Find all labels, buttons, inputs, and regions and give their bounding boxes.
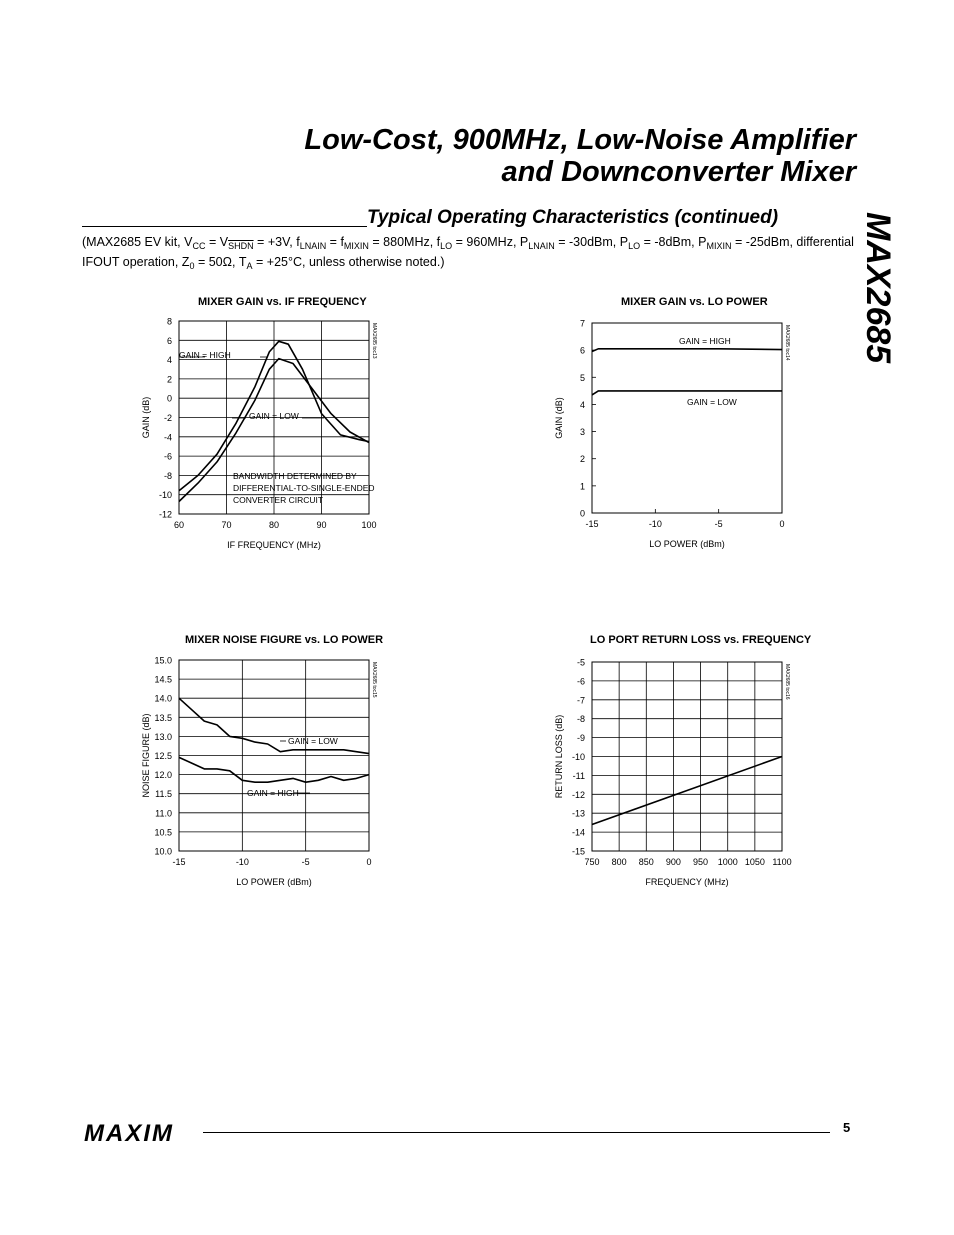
x-tick-label: 100 — [361, 520, 377, 530]
y-tick-label: -10 — [158, 490, 172, 501]
y-tick-label: -8 — [163, 470, 172, 481]
section-title: Typical Operating Characteristics (continued) — [367, 207, 779, 228]
chart-annotation: GAIN = HIGH — [179, 350, 231, 360]
page-title — [304, 124, 856, 188]
y-tick-label: 11.5 — [155, 789, 172, 800]
y-axis-label: GAIN (dB) — [554, 397, 564, 439]
x-tick-label: 1000 — [717, 857, 738, 867]
series-line — [179, 698, 369, 753]
chart-title: MIXER NOISE FIGURE vs. LO POWER — [185, 634, 384, 646]
x-tick-label: 1100 — [772, 857, 792, 867]
y-tick-label: 6 — [166, 335, 172, 346]
y-tick-label: -7 — [576, 695, 585, 706]
y-tick-label: 10.5 — [154, 827, 172, 838]
maxim-logo: MAXIM — [84, 1120, 174, 1147]
x-tick-label: 800 — [611, 857, 627, 867]
x-tick-label: 950 — [693, 857, 709, 867]
y-tick-label: -2 — [163, 413, 172, 423]
y-tick-label: 13.0 — [154, 731, 172, 742]
y-tick-label: 3 — [579, 427, 585, 438]
chart-mixer-gain-vs-if-frequency — [110, 296, 550, 596]
y-tick-label: 15.0 — [154, 655, 172, 666]
chart-lo-return-loss-vs-frequency — [520, 634, 954, 934]
plot-frame — [592, 323, 782, 513]
chart-code-label: MAX2685 toc13 — [371, 323, 377, 359]
y-tick-label: 0 — [166, 393, 172, 404]
y-tick-label: 4 — [166, 355, 172, 366]
chart-code-label: MAX2685 toc16 — [784, 664, 790, 700]
chart-annotation: DIFFERENTIAL-TO-SINGLE-ENDED — [233, 483, 375, 493]
chart-annotation: GAIN = LOW — [249, 411, 299, 421]
chart-svg — [110, 634, 530, 924]
y-tick-label: -5 — [576, 657, 585, 668]
x-axis-label: LO POWER (dBm) — [649, 539, 725, 549]
y-tick-label: -6 — [163, 451, 172, 462]
y-tick-label: -15 — [571, 846, 585, 857]
y-tick-label: 2 — [166, 374, 172, 385]
x-tick-label: 80 — [268, 520, 280, 530]
page-title-line-1: Low-Cost, 900MHz, Low-Noise Amplifier — [304, 124, 856, 156]
x-axis-label: IF FREQUENCY (MHz) — [227, 540, 321, 550]
y-tick-label: 4 — [579, 399, 585, 410]
y-tick-label: -14 — [571, 827, 585, 838]
x-tick-label: 0 — [366, 857, 372, 867]
chart-title: MIXER GAIN vs. IF FREQUENCY — [198, 296, 367, 308]
footer-rule — [203, 1132, 830, 1133]
chart-svg — [520, 296, 940, 586]
y-axis-label: GAIN (dB) — [141, 396, 151, 439]
x-tick-label: -15 — [172, 857, 186, 867]
y-tick-label: 0 — [579, 508, 585, 519]
y-tick-label: 11.0 — [155, 808, 172, 819]
test-conditions: (MAX2685 EV kit, $V_{CC} = V_{SHDN} = +3V$, $f_{LNAIN} = f_{MIXIN} = 880MHz$, $f_{LO} = 960MHz$, $P_{LNAIN} = -30dBm$, $P_{LO} = -8dBm$, $P_{MIXIN} = -25dBm$, differential IFOUT operation, $Z_0 = 50\Omega$, $T_A = +25^\circ C$, unless otherwise noted.) — [82, 235, 854, 271]
y-tick-label: 13.5 — [154, 712, 172, 723]
series-line — [592, 391, 782, 395]
y-tick-label: -8 — [576, 714, 585, 725]
chart-svg — [110, 296, 530, 586]
chart-annotation: BANDWIDTH DETERMINED BY — [233, 471, 357, 481]
x-tick-label: 850 — [638, 857, 654, 867]
side-part-number-text: MAX2685 — [859, 212, 897, 364]
chart-annotation: GAIN = LOW — [288, 736, 338, 746]
chart-svg — [520, 634, 940, 924]
chart-annotation: GAIN = LOW — [687, 397, 737, 407]
y-axis-label: NOISE FIGURE (dB) — [141, 713, 151, 798]
x-tick-label: 0 — [779, 519, 785, 529]
chart-noise-figure-vs-lo-power — [110, 634, 550, 934]
y-tick-label: 5 — [579, 372, 585, 383]
y-tick-label: -4 — [163, 432, 172, 443]
x-tick-label: -15 — [585, 519, 599, 529]
y-tick-label: 10.0 — [154, 846, 172, 857]
section-rule — [82, 226, 367, 227]
y-tick-label: -6 — [576, 676, 585, 687]
x-tick-label: 900 — [665, 857, 681, 867]
page-number: 5 — [843, 1120, 851, 1135]
y-tick-label: 8 — [166, 316, 172, 327]
y-tick-label: 1 — [579, 481, 585, 492]
series-line — [592, 757, 782, 825]
series-line — [592, 349, 782, 352]
x-axis-label: LO POWER (dBm) — [236, 877, 312, 887]
x-tick-label: -10 — [235, 857, 249, 867]
x-tick-label: 1050 — [744, 857, 765, 867]
x-tick-label: 90 — [316, 520, 327, 530]
y-tick-label: 14.0 — [154, 693, 172, 704]
x-tick-label: -5 — [714, 519, 723, 529]
y-axis-label: RETURN LOSS (dB) — [554, 714, 564, 799]
x-tick-label: 60 — [173, 520, 185, 530]
chart-annotation: CONVERTER CIRCUIT — [233, 495, 324, 505]
series-line — [179, 757, 369, 782]
y-tick-label: 12.5 — [154, 751, 172, 761]
chart-annotation: GAIN = HIGH — [679, 336, 731, 346]
x-tick-label: 70 — [221, 520, 232, 530]
y-tick-label: 7 — [579, 318, 585, 329]
y-tick-label: -11 — [572, 770, 585, 781]
x-axis-label: FREQUENCY (MHz) — [645, 877, 729, 887]
y-tick-label: 6 — [579, 345, 585, 356]
page-title-line-2: and Downconverter Mixer — [501, 156, 856, 188]
y-tick-label: 2 — [579, 454, 585, 465]
chart-title: LO PORT RETURN LOSS vs. FREQUENCY — [590, 634, 812, 646]
chart-code-label: MAX2685 toc15 — [371, 662, 377, 698]
y-tick-label: 12.0 — [154, 770, 172, 781]
chart-annotation: GAIN = HIGH — [247, 788, 299, 798]
x-tick-label: 750 — [584, 857, 600, 867]
chart-mixer-gain-vs-lo-power — [520, 296, 954, 596]
x-tick-label: -10 — [648, 519, 662, 529]
y-tick-label: -12 — [571, 789, 585, 800]
chart-code-label: MAX2685 toc14 — [784, 325, 790, 361]
y-tick-label: -13 — [571, 808, 585, 819]
y-tick-label: -9 — [576, 733, 585, 744]
y-tick-label: -10 — [571, 752, 585, 762]
chart-title: MIXER GAIN vs. LO POWER — [621, 296, 768, 308]
y-tick-label: -12 — [158, 509, 172, 520]
y-tick-label: 14.5 — [154, 674, 172, 685]
x-tick-label: -5 — [301, 857, 310, 867]
